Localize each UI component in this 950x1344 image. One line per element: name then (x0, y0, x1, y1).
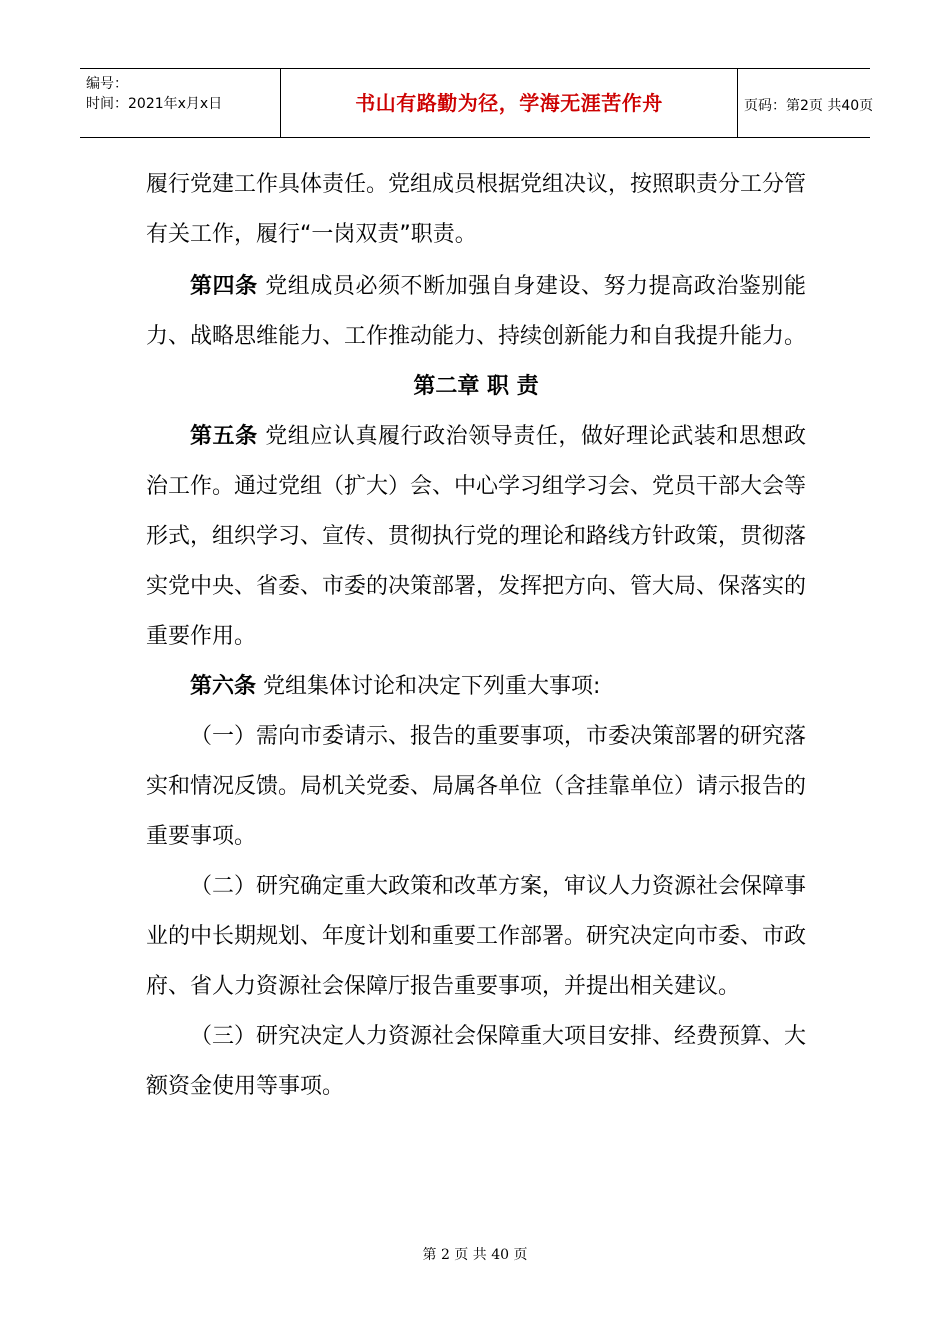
article-4-label: 第四条 (190, 274, 258, 299)
article-6-text: 党组集体讨论和决定下列重大事项: (256, 674, 601, 699)
page-header (80, 68, 874, 138)
article-6 (146, 662, 806, 712)
article-4-text: 党组成员必须不断加强自身建设、努力提高政治鉴别能力、战略思维能力、工作推动能力、持续创新能力和自我提升能力。 (146, 274, 807, 349)
document-body (146, 160, 806, 1112)
header-meta-cell (80, 69, 280, 137)
header-motto-cell (280, 69, 738, 137)
article-6-item-2: （二）研究确定重大政策和改革方案，审议人力资源社会保障事业的中长期规划、年度计划和重要工作部署。研究决定向市委、市政府、省人力资源社会保障厅报告重要事项，并提出相关建议。 (146, 874, 807, 999)
header-number-label: 编号： (86, 76, 128, 92)
header-page-cell (738, 69, 874, 137)
paragraph-continuation: 履行党建工作具体责任。党组成员根据党组决议，按照职责分工分管有关工作，履行“一岗双责”职责。 (146, 172, 807, 247)
page-footer: 第 2 页 共 40 页 (422, 1247, 528, 1263)
article-5-text: 党组应认真履行政治领导责任，做好理论武装和思想政治工作。通过党组（扩大）会、中心学习组学习会、党员干部大会等形式，组织学习、宣传、贯彻执行党的理论和路线方针政策，贯彻落实党中央、省委、市委的决策部署，发挥把方向、管大局、保落实的重要作用。 (146, 424, 807, 649)
article-5 (146, 412, 806, 662)
chapter-2-title: 第二章 职 责 (413, 374, 539, 399)
article-6-label: 第六条 (190, 674, 257, 699)
header-motto: 书山有路勤为径，学海无涯苦作舟 (355, 91, 663, 115)
header-page-info: 页码：第2页 共40页 (744, 98, 874, 114)
article-6-item-3: （三）研究决定人力资源社会保障重大项目安排、经费预算、大额资金使用等事项。 (146, 1024, 807, 1099)
article-4 (146, 262, 806, 362)
article-5-label: 第五条 (190, 424, 258, 449)
header-time-label: 时间：2021年x月x日 (86, 96, 223, 112)
article-6-item-1: （一）需向市委请示、报告的重要事项，市委决策部署的研究落实和情况反馈。局机关党委、局属各单位（含挂靠单位）请示报告的重要事项。 (146, 724, 807, 849)
